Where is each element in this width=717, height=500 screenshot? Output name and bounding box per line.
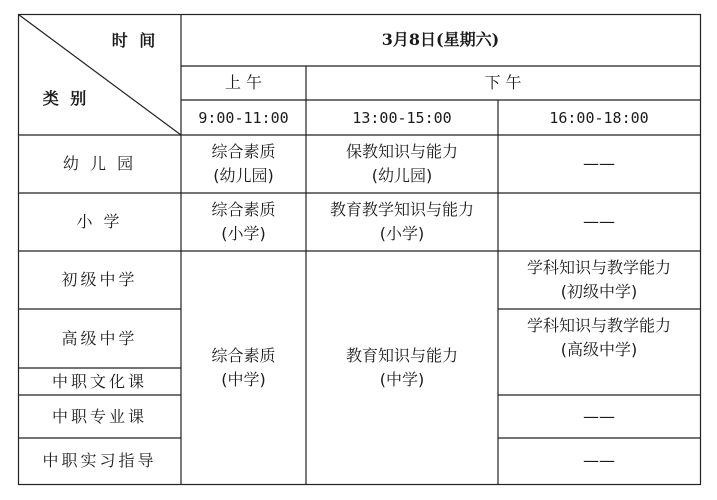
time-slot-2: 13:00-15:00 (352, 108, 452, 127)
header-morning: 上 午 (224, 73, 263, 92)
cell-senior-slot3: 学科知识与教学能力 (高级中学) (526, 316, 671, 359)
category-vocational-major: 中职专业课 (51, 406, 147, 426)
cell-vocational-major-slot3: —— (583, 406, 615, 426)
cell-kindergarten-slot1: 综合素质 (幼儿园) (211, 142, 276, 185)
cell-middle-slot1: 综合素质 (中学) (211, 345, 276, 389)
header-date: 3月8日(星期六) (381, 30, 500, 49)
cell-middle-slot2: 教育知识与能力 (中学) (345, 345, 458, 389)
category-senior-middle: 高级中学 (61, 328, 138, 348)
category-vocational-practice: 中职实习指导 (42, 451, 157, 470)
header-afternoon: 下 午 (484, 73, 522, 92)
cell-kindergarten-slot2: 保教知识与能力 (幼儿园) (345, 142, 458, 185)
cell-junior-slot3: 学科知识与教学能力 (初级中学) (526, 258, 671, 301)
cell-primary-slot1: 综合素质 (小学) (211, 200, 276, 243)
cell-vocational-practice-slot3: —— (583, 451, 615, 470)
cell-primary-slot2: 教育教学知识与能力 (小学) (329, 200, 474, 243)
time-slot-3: 16:00-18:00 (549, 108, 649, 127)
category-junior-middle: 初级中学 (61, 270, 138, 289)
category-vocational-culture: 中职文化课 (51, 371, 147, 391)
time-slot-1: 9:00-11:00 (198, 108, 289, 127)
category-kindergarten: 幼 儿 园 (62, 154, 137, 173)
header-category-label: 类 别 (42, 89, 90, 108)
cell-primary-slot3: —— (583, 212, 615, 231)
category-primary: 小 学 (76, 212, 123, 231)
header-time-label: 时 间 (111, 31, 159, 50)
cell-kindergarten-slot3: —— (583, 154, 615, 173)
